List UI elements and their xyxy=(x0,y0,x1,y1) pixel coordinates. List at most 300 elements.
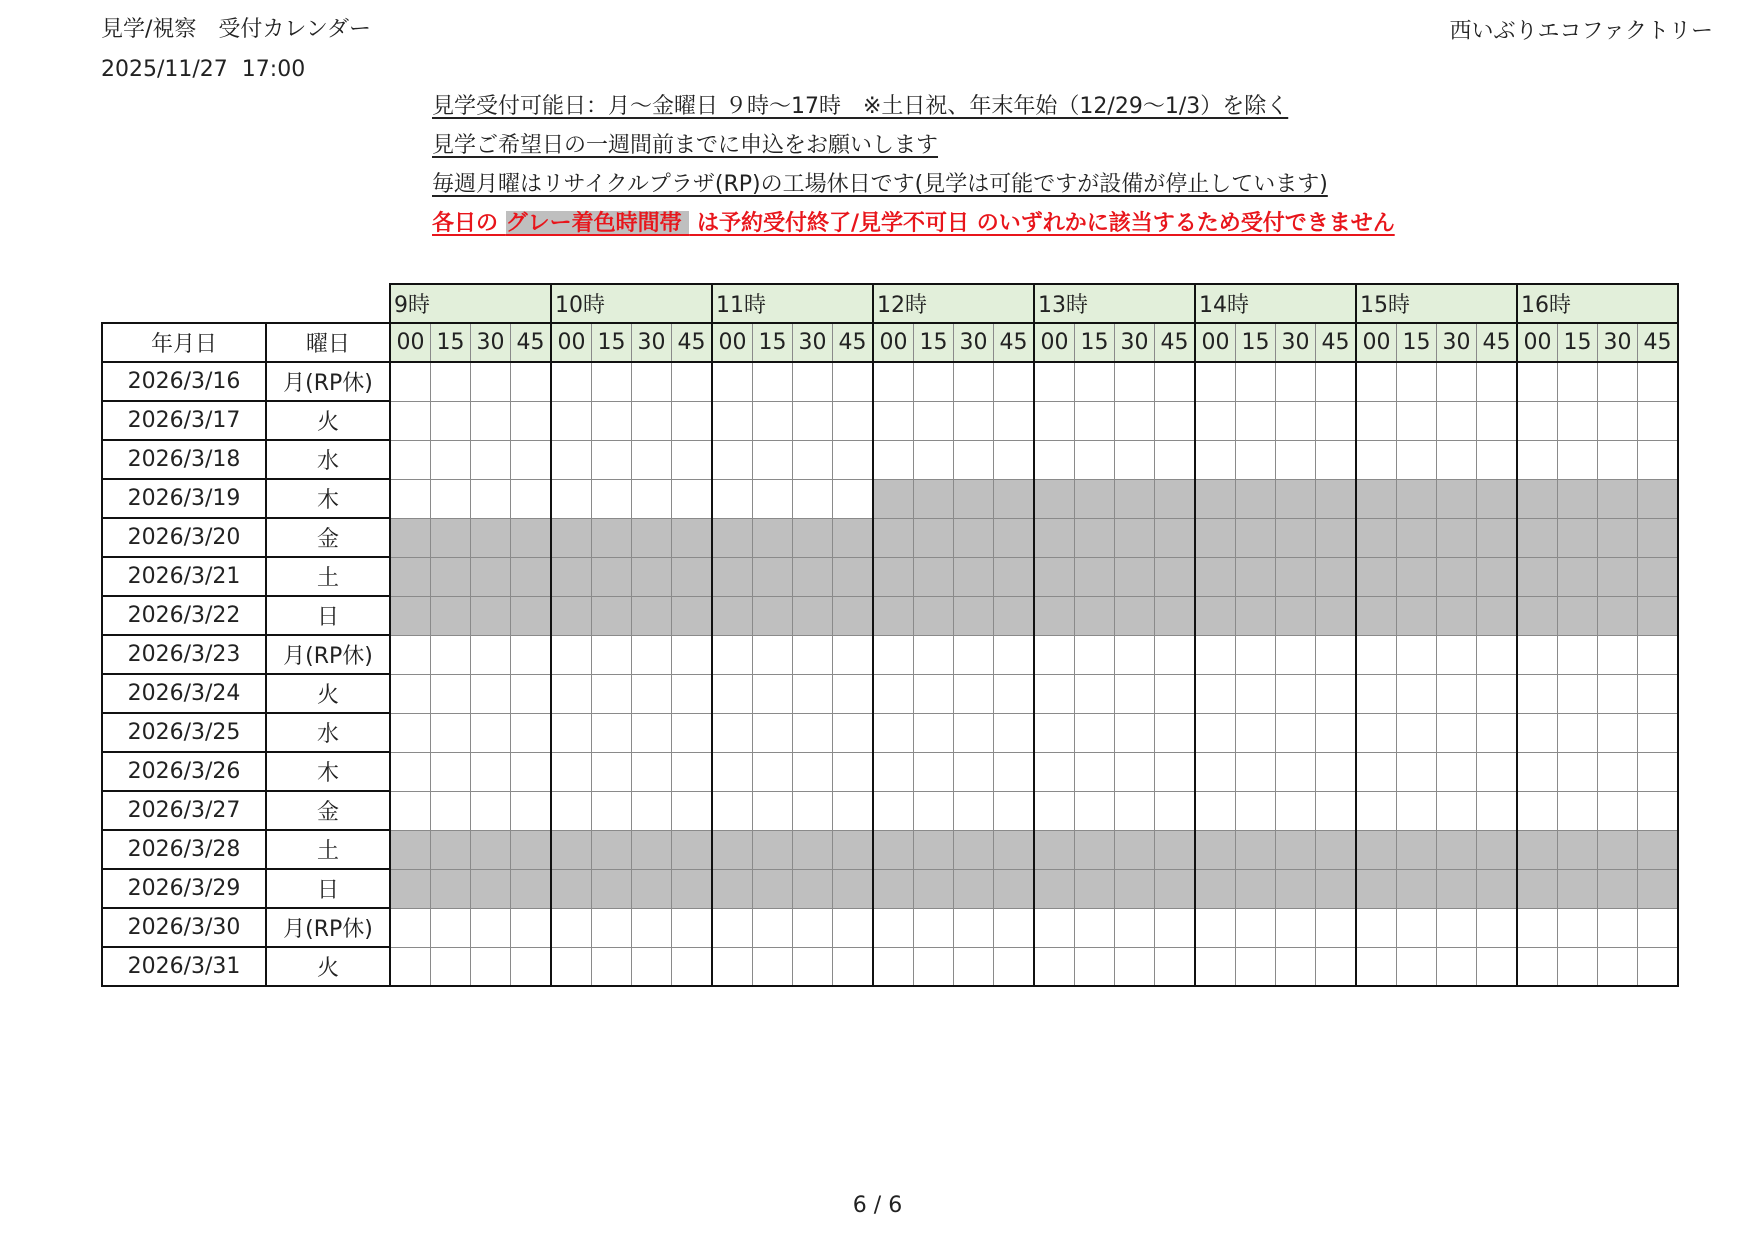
open-time-slot xyxy=(1397,440,1437,479)
closed-time-slot xyxy=(632,869,672,908)
closed-time-slot xyxy=(954,830,994,869)
open-time-slot xyxy=(1397,791,1437,830)
closed-time-slot xyxy=(873,518,914,557)
open-time-slot xyxy=(431,635,471,674)
closed-time-slot xyxy=(954,869,994,908)
open-time-slot xyxy=(1558,362,1598,401)
hour-header: 12時 xyxy=(873,284,1034,323)
open-time-slot xyxy=(632,713,672,752)
closed-time-slot xyxy=(1155,518,1196,557)
open-time-slot xyxy=(1075,362,1115,401)
closed-time-slot xyxy=(833,518,874,557)
open-time-slot xyxy=(954,674,994,713)
closed-time-slot xyxy=(551,557,592,596)
open-time-slot xyxy=(431,908,471,947)
open-time-slot xyxy=(471,479,511,518)
closed-time-slot xyxy=(1517,518,1558,557)
open-time-slot xyxy=(672,752,713,791)
open-time-slot xyxy=(551,362,592,401)
closed-time-slot xyxy=(1638,869,1679,908)
open-time-slot xyxy=(632,401,672,440)
open-time-slot xyxy=(1558,674,1598,713)
open-time-slot xyxy=(1437,791,1477,830)
open-time-slot xyxy=(390,791,431,830)
closed-time-slot xyxy=(954,596,994,635)
table-row xyxy=(102,401,1678,440)
closed-time-slot xyxy=(672,869,713,908)
closed-time-slot xyxy=(1558,869,1598,908)
closed-time-slot xyxy=(1437,830,1477,869)
open-time-slot xyxy=(1075,440,1115,479)
open-time-slot xyxy=(1316,401,1357,440)
open-time-slot xyxy=(994,947,1035,986)
open-time-slot xyxy=(390,713,431,752)
closed-time-slot xyxy=(994,869,1035,908)
closed-time-slot xyxy=(1558,479,1598,518)
open-time-slot xyxy=(1115,947,1155,986)
table-row xyxy=(102,830,1678,869)
weekday-cell: 火 xyxy=(266,947,390,986)
open-time-slot xyxy=(753,947,793,986)
open-time-slot xyxy=(551,674,592,713)
minute-header: 45 xyxy=(1155,323,1196,362)
closed-time-slot xyxy=(551,596,592,635)
weekday-cell: 土 xyxy=(266,830,390,869)
hour-header-row xyxy=(102,284,1678,323)
open-time-slot xyxy=(1115,791,1155,830)
open-time-slot xyxy=(1276,791,1316,830)
minute-header: 45 xyxy=(994,323,1035,362)
closed-time-slot xyxy=(914,557,954,596)
closed-time-slot xyxy=(1397,479,1437,518)
open-time-slot xyxy=(1558,752,1598,791)
closed-time-slot xyxy=(511,596,552,635)
closed-time-slot xyxy=(511,518,552,557)
open-time-slot xyxy=(1316,440,1357,479)
open-time-slot xyxy=(1598,401,1638,440)
page-number: 6 / 6 xyxy=(852,1193,903,1218)
open-time-slot xyxy=(1115,674,1155,713)
minute-header: 00 xyxy=(390,323,431,362)
open-time-slot xyxy=(672,947,713,986)
open-time-slot xyxy=(914,752,954,791)
open-time-slot xyxy=(712,947,753,986)
closed-time-slot xyxy=(1397,557,1437,596)
closed-time-slot xyxy=(1437,518,1477,557)
closed-time-slot xyxy=(1195,518,1236,557)
closed-time-slot xyxy=(1075,830,1115,869)
weekday-cell: 水 xyxy=(266,713,390,752)
open-time-slot xyxy=(1437,752,1477,791)
open-time-slot xyxy=(1195,440,1236,479)
open-time-slot xyxy=(551,401,592,440)
open-time-slot xyxy=(632,947,672,986)
open-time-slot xyxy=(551,752,592,791)
closed-time-slot xyxy=(1155,557,1196,596)
minute-header: 30 xyxy=(1115,323,1155,362)
closed-time-slot xyxy=(592,830,632,869)
open-time-slot xyxy=(793,635,833,674)
open-time-slot xyxy=(431,752,471,791)
open-time-slot xyxy=(1477,635,1518,674)
minute-header: 45 xyxy=(1638,323,1679,362)
open-time-slot xyxy=(1477,362,1518,401)
open-time-slot xyxy=(1437,362,1477,401)
open-time-slot xyxy=(632,635,672,674)
closed-time-slot xyxy=(873,869,914,908)
open-time-slot xyxy=(873,791,914,830)
open-time-slot xyxy=(1517,674,1558,713)
open-time-slot xyxy=(471,440,511,479)
open-time-slot xyxy=(592,908,632,947)
closed-time-slot xyxy=(1236,557,1276,596)
open-time-slot xyxy=(1397,908,1437,947)
open-time-slot xyxy=(793,752,833,791)
open-time-slot xyxy=(1558,908,1598,947)
closed-time-slot xyxy=(1558,830,1598,869)
open-time-slot xyxy=(1075,401,1115,440)
open-time-slot xyxy=(712,908,753,947)
closed-time-slot xyxy=(1075,479,1115,518)
closed-time-slot xyxy=(873,557,914,596)
open-time-slot xyxy=(1195,674,1236,713)
closed-time-slot xyxy=(712,596,753,635)
hour-header: 11時 xyxy=(712,284,873,323)
open-time-slot xyxy=(873,908,914,947)
warning-highlight: グレー着色時間帯 xyxy=(505,211,690,236)
open-time-slot xyxy=(1397,947,1437,986)
open-time-slot xyxy=(1236,791,1276,830)
closed-time-slot xyxy=(1276,479,1316,518)
open-time-slot xyxy=(1356,908,1397,947)
open-time-slot xyxy=(632,791,672,830)
closed-time-slot xyxy=(712,869,753,908)
open-time-slot xyxy=(1638,674,1679,713)
closed-time-slot xyxy=(1236,596,1276,635)
open-time-slot xyxy=(431,362,471,401)
open-time-slot xyxy=(833,713,874,752)
open-time-slot xyxy=(1115,362,1155,401)
closed-time-slot xyxy=(1477,518,1518,557)
open-time-slot xyxy=(390,440,431,479)
table-row xyxy=(102,908,1678,947)
open-time-slot xyxy=(994,908,1035,947)
closed-time-slot xyxy=(1195,479,1236,518)
open-time-slot xyxy=(511,479,552,518)
closed-time-slot xyxy=(833,596,874,635)
open-time-slot xyxy=(431,674,471,713)
open-time-slot xyxy=(1356,362,1397,401)
closed-time-slot xyxy=(1517,479,1558,518)
open-time-slot xyxy=(712,791,753,830)
open-time-slot xyxy=(511,440,552,479)
open-time-slot xyxy=(1477,791,1518,830)
hour-header: 9時 xyxy=(390,284,551,323)
open-time-slot xyxy=(873,713,914,752)
open-time-slot xyxy=(753,713,793,752)
hour-header: 13時 xyxy=(1034,284,1195,323)
open-time-slot xyxy=(1155,635,1196,674)
date-cell: 2026/3/23 xyxy=(102,635,266,674)
open-time-slot xyxy=(1397,401,1437,440)
open-time-slot xyxy=(1598,674,1638,713)
open-time-slot xyxy=(1598,908,1638,947)
closed-time-slot xyxy=(632,518,672,557)
open-time-slot xyxy=(1638,713,1679,752)
open-time-slot xyxy=(1195,791,1236,830)
hour-header: 10時 xyxy=(551,284,712,323)
closed-time-slot xyxy=(1034,869,1075,908)
closed-time-slot xyxy=(954,479,994,518)
open-time-slot xyxy=(1276,713,1316,752)
open-time-slot xyxy=(1316,908,1357,947)
open-time-slot xyxy=(1195,713,1236,752)
open-time-slot xyxy=(1236,674,1276,713)
weekday-cell: 火 xyxy=(266,674,390,713)
closed-time-slot xyxy=(1598,479,1638,518)
open-time-slot xyxy=(1598,635,1638,674)
open-time-slot xyxy=(914,713,954,752)
open-time-slot xyxy=(511,947,552,986)
closed-time-slot xyxy=(1356,869,1397,908)
open-time-slot xyxy=(793,791,833,830)
open-time-slot xyxy=(471,401,511,440)
closed-time-slot xyxy=(1276,596,1316,635)
open-time-slot xyxy=(1598,713,1638,752)
open-time-slot xyxy=(551,713,592,752)
warning-suffix: は予約受付終了/見学不可日 のいずれかに該当するため受付できません xyxy=(689,211,1395,236)
closed-time-slot xyxy=(1075,869,1115,908)
open-time-slot xyxy=(793,479,833,518)
open-time-slot xyxy=(1558,440,1598,479)
open-time-slot xyxy=(1075,947,1115,986)
minute-header: 45 xyxy=(1477,323,1518,362)
open-time-slot xyxy=(1115,752,1155,791)
table-row xyxy=(102,479,1678,518)
date-cell: 2026/3/29 xyxy=(102,869,266,908)
open-time-slot xyxy=(914,362,954,401)
open-time-slot xyxy=(994,362,1035,401)
closed-time-slot xyxy=(1155,596,1196,635)
open-time-slot xyxy=(1356,440,1397,479)
table-row xyxy=(102,791,1678,830)
open-time-slot xyxy=(1558,713,1598,752)
open-time-slot xyxy=(994,713,1035,752)
open-time-slot xyxy=(471,362,511,401)
closed-time-slot xyxy=(592,557,632,596)
open-time-slot xyxy=(1075,908,1115,947)
open-time-slot xyxy=(1155,791,1196,830)
date-cell: 2026/3/22 xyxy=(102,596,266,635)
open-time-slot xyxy=(1034,440,1075,479)
closed-time-slot xyxy=(1316,869,1357,908)
table-row xyxy=(102,635,1678,674)
closed-time-slot xyxy=(1356,479,1397,518)
closed-time-slot xyxy=(1477,869,1518,908)
open-time-slot xyxy=(753,362,793,401)
header-spacer xyxy=(102,284,266,323)
closed-time-slot xyxy=(994,830,1035,869)
closed-time-slot xyxy=(1477,830,1518,869)
open-time-slot xyxy=(511,713,552,752)
minute-header: 15 xyxy=(592,323,632,362)
closed-time-slot xyxy=(1598,518,1638,557)
open-time-slot xyxy=(1075,635,1115,674)
open-time-slot xyxy=(914,440,954,479)
open-time-slot xyxy=(672,674,713,713)
open-time-slot xyxy=(592,440,632,479)
open-time-slot xyxy=(592,674,632,713)
closed-time-slot xyxy=(471,869,511,908)
minute-header: 30 xyxy=(471,323,511,362)
open-time-slot xyxy=(1356,752,1397,791)
open-time-slot xyxy=(1477,440,1518,479)
open-time-slot xyxy=(592,791,632,830)
closed-time-slot xyxy=(592,518,632,557)
open-time-slot xyxy=(793,713,833,752)
open-time-slot xyxy=(1477,713,1518,752)
closed-time-slot xyxy=(1195,830,1236,869)
open-time-slot xyxy=(1115,440,1155,479)
open-time-slot xyxy=(1437,401,1477,440)
open-time-slot xyxy=(592,362,632,401)
closed-time-slot xyxy=(712,557,753,596)
open-time-slot xyxy=(632,479,672,518)
closed-time-slot xyxy=(1276,518,1316,557)
minute-header: 00 xyxy=(551,323,592,362)
open-time-slot xyxy=(873,440,914,479)
open-time-slot xyxy=(1316,947,1357,986)
open-time-slot xyxy=(873,674,914,713)
open-time-slot xyxy=(551,791,592,830)
open-time-slot xyxy=(1638,635,1679,674)
open-time-slot xyxy=(592,713,632,752)
open-time-slot xyxy=(471,752,511,791)
minute-header-row xyxy=(102,323,1678,362)
closed-time-slot xyxy=(1437,596,1477,635)
table-row xyxy=(102,362,1678,401)
closed-time-slot xyxy=(753,869,793,908)
date-cell: 2026/3/30 xyxy=(102,908,266,947)
open-time-slot xyxy=(833,908,874,947)
open-time-slot xyxy=(1517,791,1558,830)
open-time-slot xyxy=(712,674,753,713)
open-time-slot xyxy=(1075,791,1115,830)
closed-time-slot xyxy=(1598,869,1638,908)
minute-header: 45 xyxy=(833,323,874,362)
open-time-slot xyxy=(1477,752,1518,791)
open-time-slot xyxy=(1115,635,1155,674)
open-time-slot xyxy=(994,752,1035,791)
open-time-slot xyxy=(551,635,592,674)
closed-time-slot xyxy=(1356,830,1397,869)
closed-time-slot xyxy=(1034,596,1075,635)
closed-time-slot xyxy=(592,596,632,635)
closed-time-slot xyxy=(1397,518,1437,557)
closed-time-slot xyxy=(753,596,793,635)
closed-time-slot xyxy=(1517,557,1558,596)
hour-header: 16時 xyxy=(1517,284,1678,323)
closed-time-slot xyxy=(1034,557,1075,596)
closed-time-slot xyxy=(712,518,753,557)
open-time-slot xyxy=(1276,908,1316,947)
open-time-slot xyxy=(954,401,994,440)
closed-time-slot xyxy=(833,869,874,908)
closed-time-slot xyxy=(1034,518,1075,557)
open-time-slot xyxy=(833,635,874,674)
open-time-slot xyxy=(672,791,713,830)
open-time-slot xyxy=(712,713,753,752)
open-time-slot xyxy=(471,674,511,713)
closed-time-slot xyxy=(914,830,954,869)
closed-time-slot xyxy=(1115,479,1155,518)
open-time-slot xyxy=(793,947,833,986)
closed-time-slot xyxy=(954,557,994,596)
page-title: 見学/視察 受付カレンダー xyxy=(101,17,371,42)
minute-header: 30 xyxy=(1437,323,1477,362)
open-time-slot xyxy=(1437,947,1477,986)
open-time-slot xyxy=(390,947,431,986)
open-time-slot xyxy=(753,791,793,830)
minute-header: 00 xyxy=(1356,323,1397,362)
open-time-slot xyxy=(511,635,552,674)
minute-header: 15 xyxy=(431,323,471,362)
open-time-slot xyxy=(1437,635,1477,674)
weekday-cell: 月(RP休) xyxy=(266,635,390,674)
minute-header: 45 xyxy=(672,323,713,362)
open-time-slot xyxy=(1276,635,1316,674)
closed-time-slot xyxy=(1115,869,1155,908)
open-time-slot xyxy=(1477,908,1518,947)
warning-line xyxy=(432,210,1395,249)
open-time-slot xyxy=(833,752,874,791)
closed-time-slot xyxy=(1356,557,1397,596)
minute-header: 30 xyxy=(1598,323,1638,362)
closed-time-slot xyxy=(1356,596,1397,635)
open-time-slot xyxy=(1437,674,1477,713)
open-time-slot xyxy=(592,401,632,440)
reservation-calendar-table xyxy=(101,283,1679,987)
open-time-slot xyxy=(1437,908,1477,947)
open-time-slot xyxy=(1558,635,1598,674)
closed-time-slot xyxy=(753,557,793,596)
warning-prefix: 各日の xyxy=(432,211,506,236)
open-time-slot xyxy=(1356,791,1397,830)
open-time-slot xyxy=(1195,947,1236,986)
closed-time-slot xyxy=(1638,518,1679,557)
closed-time-slot xyxy=(390,518,431,557)
closed-time-slot xyxy=(1517,830,1558,869)
open-time-slot xyxy=(390,401,431,440)
closed-time-slot xyxy=(793,518,833,557)
closed-time-slot xyxy=(1638,557,1679,596)
table-row xyxy=(102,752,1678,791)
open-time-slot xyxy=(431,947,471,986)
open-time-slot xyxy=(672,908,713,947)
closed-time-slot xyxy=(1195,596,1236,635)
open-time-slot xyxy=(1236,362,1276,401)
open-time-slot xyxy=(914,401,954,440)
closed-time-slot xyxy=(954,518,994,557)
minute-header: 30 xyxy=(793,323,833,362)
header-spacer xyxy=(266,284,390,323)
open-time-slot xyxy=(1437,440,1477,479)
closed-time-slot xyxy=(1558,596,1598,635)
open-time-slot xyxy=(1638,947,1679,986)
open-time-slot xyxy=(712,440,753,479)
weekday-cell: 木 xyxy=(266,479,390,518)
open-time-slot xyxy=(551,440,592,479)
